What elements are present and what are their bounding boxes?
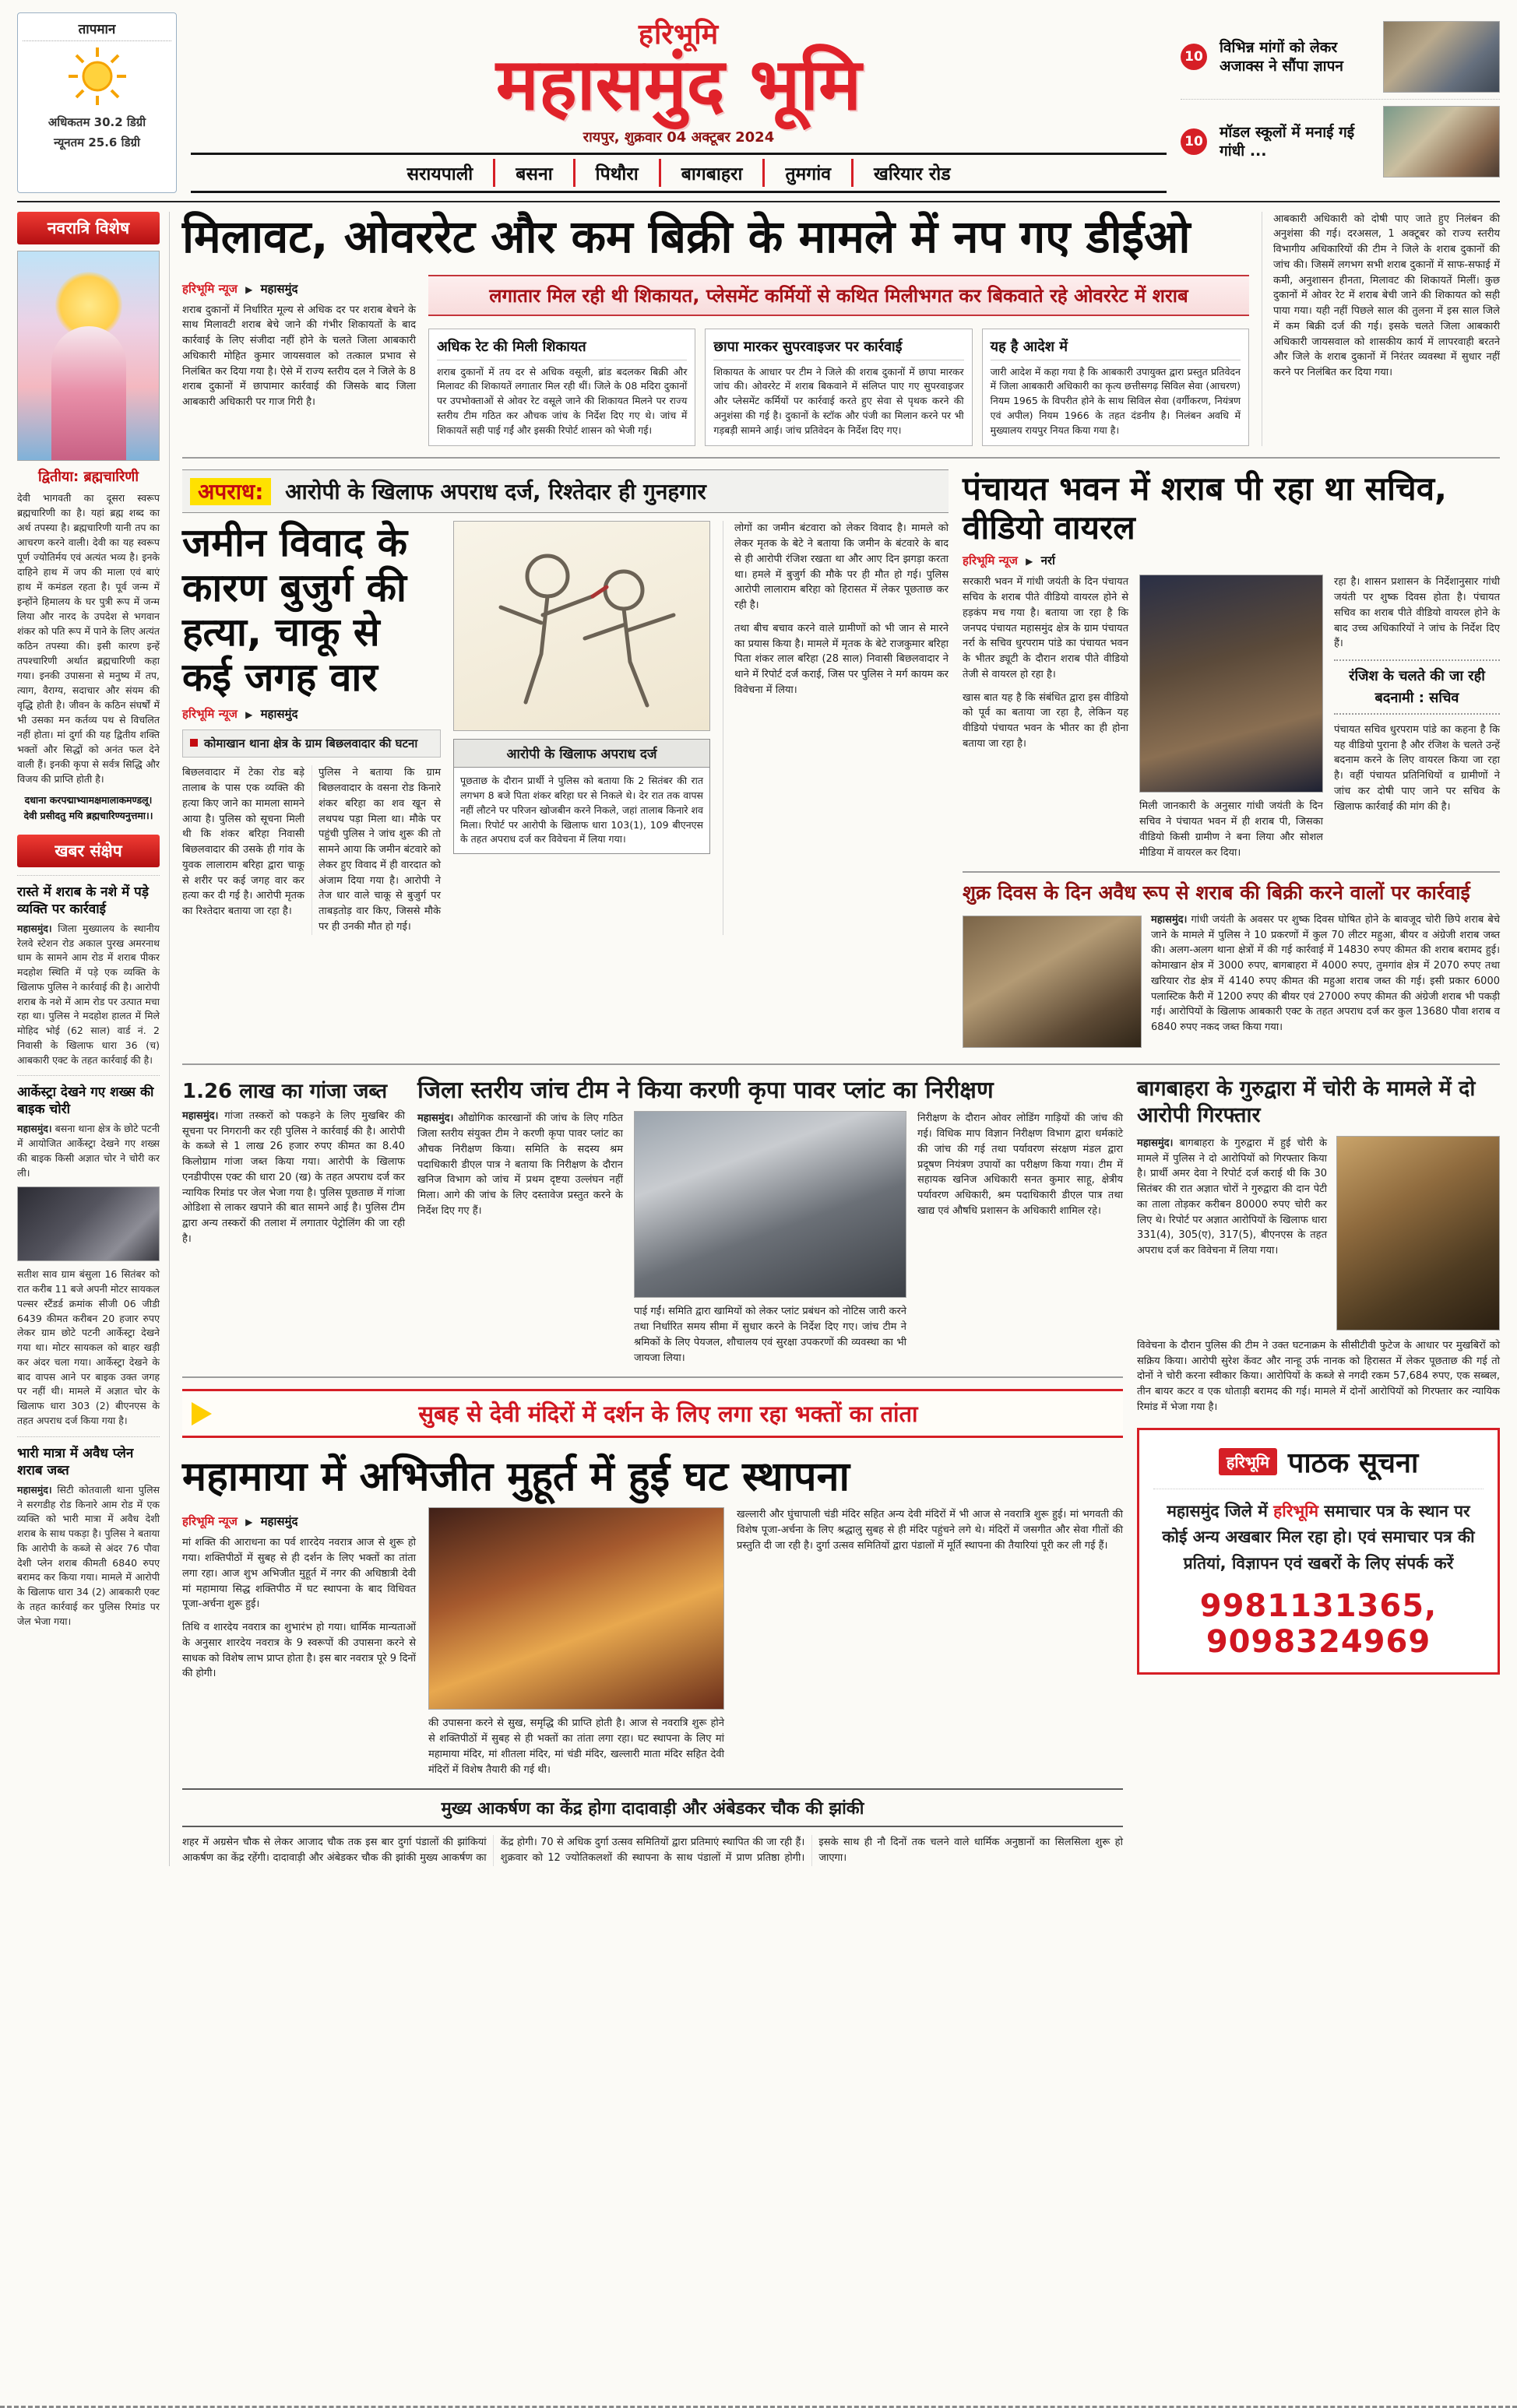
lead-strap: लगातार मिल रही थी शिकायत, प्लेसमेंट कर्मियों से कथित मिलीभगत कर बिकवाते रहे ओवररेट में शराब [428, 275, 1249, 316]
friday-raid-body: गांधी जयंती के अवसर पर शुष्क दिवस घोषित होने के बावजूद चोरी छिपे शराब बेचे जाने के मामले में पुलिस ने 10 प्रकरणों में कुल 70 लीटर महुआ, बीयर व अंग्रेजी शराब जब्त की। अलग-अलग थाना क्षेत्रों में की गई कार्रवाई में 14830 रुपए कीमत की शराब बरामद हुई। कोमाखान क्षेत्र में 3000 रुपए, बागबाहरा में 4000 रुपए, तुमगांव क्षेत्र में 2070 रुपए तथा खरियार रोड क्षेत्र में 4140 रुपए कीमत की महुआ शराब जब्त की गई। इसी प्रकार 6000 पलास्टिक कैरी में 1200 रुपए की बीयर एवं 27000 रुपए कीमत की अंग्रेजी शराब भी पकड़ी गई। आरोपियों के खिलाफ आबकारी एक्ट के तहत अपराध दर्ज कर कुल 13680 पौवा शराब व 6840 रुपए नकद जब्त किया गया। [1151, 913, 1500, 1034]
devotion-banner-text: सुबह से देवी मंदिरों में दर्शन के लिए लगा रहा भक्तों का तांता [418, 1401, 918, 1428]
navratri-body: देवी भागवती का दूसरा स्वरूप ब्रह्मचारिणी का है। यहां ब्रह्म शब्द का अर्थ तपस्या है। ब्रह्मचारिणी यानी तप का आचरण करने वाली। देवी का यह स्वरूप पूर्ण ज्योतिर्मय एवं अत्यंत भव्य है। इनके दाहिने हाथ में जप की माला एवं बाएं हाथ में कमंडल रहता है। पूर्व जन्म में इन्होंने हिमालय के घर पुत्री रूप में जन्म लिया और नारद के उपदेश से भगवान शंकर को पति रूप में पाने के लिए अत्यंत कठिन तपस्या की। इसी कारण इन्हें तपश्चारिणी अर्थात ब्रह्मचारिणी कहा गया। इनकी उपासना से मनुष्य में तप, त्याग, वैराग्य, सदाचार और संयम की वृद्धि होती है। जीवन के कठिन संघर्षों में भी उसका मन कर्तव्य पथ से विचलित नहीं होता। मां दुर्गा की यह द्वितीय शक्ति भक्तों और सिद्धों को अनंत फल देने वाली हैं। इनकी कृपा से सर्वत्र सिद्धि और विजय की प्राप्ति होती है। [17, 491, 160, 785]
gurudwara-story [1137, 1076, 1500, 1415]
power-plant-body-3: पाई गईं। समिति द्वारा खामियों को लेकर प्लांट प्रबंधन को नोटिस जारी करने तथा निर्धारित समय सीमा में सुधार करने के निर्देश दिए गए। जांच टीम ने श्रमिकों के लिए पेयजल, शौचालय एवं सुरक्षा उपकरणों की व्यवस्था का भी जायजा लिया। [634, 1306, 906, 1364]
byline-city: महासमुंद [260, 707, 298, 722]
briefs-section-header: खबर संक्षेप [17, 835, 160, 867]
brief-title: रास्ते में शराब के नशे में पड़े व्यक्ति पर कार्रवाई [17, 884, 149, 917]
crime-highlight-text: कोमाखान थाना क्षेत्र के ग्राम बिछलवादार की घटना [204, 736, 418, 751]
masthead [17, 12, 1500, 193]
panchayat-body-1: सरकारी भवन में गांधी जयंती के दिन पंचायत सचिव के शराब पीते वीडियो वायरल होने से हड़कंप मच गया है। बताया जा रहा है कि जनपद पंचायत महासमुंद क्षेत्र के ग्राम पंचायत नर्रा के सचिव धुरपराम पांडे का पंचायत भवन के भीतर ड्यूटी के दौरान शराब पीते वीडियो तेजी से वायरल हो रहा है। [963, 576, 1128, 680]
byline-arrow-icon: ▶ [1026, 556, 1033, 568]
brief-city: महासमुंद। [17, 1123, 52, 1135]
brief-liquor-seized [17, 1436, 160, 1629]
crime-kicker-label: अपराध: [190, 478, 271, 505]
devotion-banner [182, 1389, 1123, 1438]
friday-raid-headline: शुक्र दिवस के दिन अवैध रूप से शराब की बिक्री करने वालों पर कार्रवाई [963, 881, 1470, 905]
devotion-body-1: मां शक्ति की आराधना का पर्व शारदेय नवरात्र आज से शुरू हो गया। शक्तिपीठों में सुबह से ही दर्शन के लिए भक्तों का तांता लगा रहा। आज शुभ अभिजीत मुहूर्त में नगर की अधिष्ठात्री देवी मां महामाया सिद्ध शक्तिपीठ में घट स्थापना के बाद विधिवत पूजा-अर्चना शुरू हुई। [182, 1537, 416, 1611]
brief-body: सिटी कोतवाली थाना पुलिस ने सरगडीह रोड किनारे आम रोड में एक व्यक्ति को भारी मात्रा में अवैध देशी शराब के साथ पकड़ा है। पुलिस ने बताया कि आरोपी के कब्जे से अंदर 76 पौवा देशी प्लेन शराब कीमती 6840 रुपए बरामद कर किया गया। मामले में आरोपी के खिलाफ धारा 34 (2) आबकारी एक्ट के तहत कार्रवाई कर पुलिस रिमांड पर जेल भेजा गया। [17, 1483, 160, 1627]
paper-title: महासमुंद भूमि [495, 43, 862, 126]
reader-notice-box [1137, 1428, 1500, 1675]
panchayat-story [963, 469, 1500, 860]
panchayat-middle-column [1139, 575, 1323, 860]
brief-city: महासमुंद। [17, 922, 52, 934]
brief-title: आर्केस्ट्रा देखने गए शख्स की बाइक चोरी [17, 1084, 154, 1118]
right-stack [963, 469, 1500, 1053]
sun-icon [23, 46, 171, 110]
box-title: छापा मारकर सुपरवाइजर पर कार्रवाई [713, 337, 963, 360]
nav-city-basna: बसना [495, 159, 575, 187]
haribhoomi-logo: हरिभूमि [1219, 1448, 1277, 1475]
lead-intro-column [182, 275, 416, 447]
devotion-body-3: की उपासना करने से सुख, समृद्धि की प्राप्ति होती है। आज से नवरात्रि शुरू होने से शक्तिपीठों में सुबह से ही भक्तों का तांता लगा रहा। घट स्थापना के लिए मां महामाया मंदिर, मां शीतला मंदिर, मां चंडी मंदिर, खल्लारी माता मंदिर सहित देवी मंदिरों में विशेष तैयारी की गई थी। [428, 1717, 724, 1776]
goddess-figure-shape [51, 326, 126, 461]
main-column [182, 209, 1500, 1866]
arrest-photo [1336, 1136, 1500, 1331]
devotion-col-2 [428, 1507, 724, 1777]
panchayat-right-column [1334, 575, 1500, 860]
power-plant-story [417, 1076, 1123, 1366]
ganja-city: महासमुंद। [182, 1109, 219, 1122]
power-plant-middle [634, 1111, 906, 1366]
devotion-story [182, 1389, 1123, 1866]
panchayat-body-2: खास बात यह है कि संबंधित द्वारा इस वीडियो को पूर्व का बताया जा रहा है, लेकिन यह वीडियो पंचायत भवन के भीतर का ही होना बताया जा रहा है। [963, 691, 1128, 750]
box-order-details [982, 329, 1249, 447]
panchayat-left-column [963, 575, 1128, 860]
navratri-day-title: द्वितीया: ब्रह्मचारिणी [38, 468, 139, 485]
gurudwara-body-1: बागबाहरा के गुरुद्वारा में हुई चोरी के मामले में पुलिस ने दो आरोपियों को गिरफ्तार किया है। प्रार्थी अमर देवा ने रिपोर्ट दर्ज कराई थी कि 30 सितंबर की रात अज्ञात चोरों ने गुरुद्वारा की दान पेटी का ताला तोड़कर करीबन 80000 रुपए चोरी कर लिए थे। रिपोर्ट पर अज्ञात आरोपियों के खिलाफ धारा 331(4), 305(ए), 317(5), बीएनएस के तहत अपराध दर्ज कर विवेचना में लिया गया। [1137, 1137, 1328, 1257]
arrow-icon [192, 1402, 212, 1425]
ghat-sthapana-photo [428, 1507, 724, 1710]
devotion-col-1 [182, 1507, 416, 1777]
crime-body-3: तथा बीच बचाव करने वाले ग्रामीणों को भी जान से मारने का प्रयास किया है। मामले में मृतक के बेटे राजकुमार बरिहा पिता शंकर लाल बरिहा (28 साल) निवासी बिछलवादार ने थाने में रिपोर्ट दर्ज कराई, जिस पर पुलिस ने मर्ग कायम कर विवेचना में लिया। [734, 622, 949, 696]
teaser-photo-school [1383, 106, 1500, 178]
panchayat-secretary-photo [1139, 575, 1323, 793]
byline-arrow-icon: ▶ [245, 283, 253, 295]
teaser-photo-crowd [1383, 21, 1500, 93]
crime-left-column [182, 521, 441, 934]
box-body: शराब दुकानों में तय दर से अधिक वसूली, ब्रांड बदलकर बिक्री और मिलावट की शिकायतें लगातार मिल रही थीं। जिले के 08 मदिरा दुकानों पर उपभोक्ताओं से ओवर रेट वसूले जाने की शिकायत मिलने पर राज्य स्तरीय टीम गठित कर औचक जांच के निर्देश दिए गए थे। जांच में शिकायतें सही पाई गईं और इसकी रिपोर्ट शासन को भेजी गई। [437, 365, 688, 436]
ganja-body: गांजा तस्करों को पकड़ने के लिए मुखबिर की सूचना पर निगरानी कर रही पुलिस ने कार्रवाई की है। आरोपी के कब्जे से 1 लाख 26 हजार रुपए कीमत का 8.40 किलोग्राम गांजा जब्त किया गया। आरोपी के खिलाफ एनडीपीएस एक्ट की धारा 20 (ख) के तहत अपराध दर्ज कर न्यायिक रिमांड पर जेल भेजा गया है। पुलिस पूछताछ में गांजा ओडिशा से लाकर खपाने की बात सामने आई है। पुलिस टीम द्वारा अन्य तस्करों की तलाश में लगातार पेट्रोलिंग की जा रही है। [182, 1109, 405, 1245]
motorcycle-photo [17, 1186, 160, 1261]
teaser-title: मॉडल स्कूलों में मनाई गई गांधी ... [1220, 123, 1355, 160]
crime-highlight-box [182, 729, 441, 758]
edition-nav [191, 153, 1167, 193]
notice-inline-brand: हरिभूमि [1273, 1501, 1319, 1520]
teaser-item-ajaks [1181, 21, 1500, 100]
nav-city-saraipali: सरायपाली [386, 159, 495, 187]
power-plant-body-1: औद्योगिक कारखानों की जांच के लिए गठित जिला स्तरीय संयुक्त टीम ने करणी कृपा पावर प्लांट का औचक निरीक्षण किया। समिति के सदस्य श्रम पदाधिकारी डीएल पात्र ने बताया कि निरीक्षण के दौरान खनिज विभाग को जांच में प्रथम दृष्टया उल्लंघन नहीं मिला। आगे की जांच के लिए दस्तावेज प्रस्तुत करने के निर्देश दिए गए हैं। [417, 1113, 623, 1217]
crime-body-columns [182, 765, 441, 934]
power-plant-body-2: निरीक्षण के दौरान ओवर लोडिंग गाड़ियों की जांच की गई। विधिक माप विज्ञान निरीक्षण विभाग द्वारा धर्मकांटे की जांच की गई तथा पर्यावरण संरक्षण मंडल द्वारा प्रदूषण नियंत्रण उपायों का परीक्षण किया गया। टीम में सहायक खनिज अधिकारी सनत कुमार साहू, क्षेत्रीय पर्यावरण अधिकारी, श्रम पदाधिकारी डीएल पात्र तथा खाद्य एवं औषधि प्रशासन के अधिकारी शामिल रहे। [917, 1113, 1123, 1217]
fir-box-body: पूछताछ के दौरान प्रार्थी ने पुलिस को बताया कि 2 सितंबर की रात लगभग 8 बजे पिता शंकर बरिहा घर से निकले थे। देर रात तक वापस नहीं लौटने पर परिजन खोजबीन करने निकले, जहां तालाब किनारे शव मिला। रिपोर्ट पर आरोपी के खिलाफ धारा 103(1), 109 बीएनएस के तहत अपराध दर्ज कर विवेचना में लिया गया। [460, 775, 703, 845]
box-title: अधिक रेट की मिली शिकायत [437, 337, 687, 360]
nav-city-bagbahra: बागबाहरा [661, 159, 766, 187]
brief-bike-theft [17, 1075, 160, 1428]
lead-right-column [1262, 212, 1500, 447]
fight-illustration [453, 521, 710, 731]
brief-body-2: सतीश साव ग्राम बंसुला 16 सितंबर को रात करीब 11 बजे अपनी मोटर सायकल पल्सर स्टैंडर्ड क्रमांक सीजी 06 जीडी 6439 कीमत करीबन 20 हजार रुपए लेकर ग्राम छोटे पटनी आर्केस्ट्रा देखने गया था। मोटर सायकल को बाहर खड़ी कर अंदर चला गया। आर्केस्ट्रा देखने के बाद वापस आने पर बाइक उक्त जगह पर नहीं थी। मामले में अज्ञात चोर के खिलाफ धारा 303 (2) बीएनएस के तहत अपराध दर्ज किया गया है। [17, 1268, 160, 1426]
panchayat-subhead: रंजिश के चलते की जा रही बदनामी : सचिव [1334, 659, 1500, 715]
ganja-headline: 1.26 लाख का गांजा जब्त [182, 1079, 388, 1103]
crime-right-column [723, 521, 949, 934]
byline-arrow-icon: ▶ [245, 709, 253, 721]
liquor-seizure-photo [963, 916, 1142, 1048]
power-plant-headline: जिला स्तरीय जांच टीम ने किया करणी कृपा पावर प्लांट का निरीक्षण [417, 1076, 994, 1104]
box-supervisor-action [705, 329, 972, 447]
byline [182, 706, 441, 722]
brief-city: महासमुंद। [17, 1483, 52, 1496]
lead-story [182, 209, 1500, 459]
notice-body-pre: महासमुंद जिले में [1167, 1501, 1268, 1520]
bottom-right-stack [1137, 1076, 1500, 1866]
byline-city: नर्रा [1040, 554, 1055, 568]
brief-body: बसना थाना क्षेत्र के छोटे पटनी में आयोजित आर्केस्ट्रा देखने गए शख्स की बाइक किसी अज्ञात चोर ने चोरी कर ली। [17, 1123, 160, 1179]
byline-city: महासमुंद [260, 281, 298, 296]
bottom-left-stack [182, 1076, 1123, 1866]
dateline: रायपुर, शुक्रवार 04 अक्टूबर 2024 [583, 128, 775, 146]
notice-body-post: समाचार पत्र के स्थान पर कोई अन्य अखबार मिल रहा हो। एवं समाचार पत्र की प्रतियां, विज्ञापन एवं खबरों के लिए संपर्क करें [1162, 1501, 1475, 1573]
crime-kicker [182, 469, 949, 513]
contact-phone-numbers: 9981131365, 9098324969 [1199, 1587, 1438, 1660]
lead-intro-text: शराब दुकानों में निर्धारित मूल्य से अधिक दर पर शराब बेचने के साथ मिलावटी शराब बेचे जाने की गंभीर शिकायतों के बाद कार्रवाई के लिए संजीदा नहीं होने के चलते जिला आबकारी अधिकारी मोहित कुमार जायसवाल को तत्काल प्रभाव से निलंबित कर दिया गया है। ऐसे में राज्य स्तरीय दल ने जिले के 8 शराब दुकानों में छापामार कार्रवाई की जिसके बाद जिला आबकारी अधिकारी पर गाज गिरी है। [182, 304, 416, 409]
byline [963, 553, 1500, 568]
crime-story [182, 469, 949, 1053]
byline-city: महासमुंद [260, 1514, 298, 1529]
temperature-min: न्यूनतम 25.6 डिग्री [54, 135, 140, 149]
nav-city-khariar-road: खरियार रोड [874, 163, 951, 185]
teaser-title: विभिन्न मांगों को लेकर अजाक्स ने सौंपा ज्ञापन [1220, 38, 1343, 76]
byline [182, 1513, 416, 1529]
devotion-subhead: मुख्य आकर्षण का केंद्र होगा दादावाड़ी और अंबेडकर चौक की झांकी [182, 1788, 1123, 1827]
lead-headline: मिलावट, ओवररेट और कम बिक्री के मामले में नप गए डीईओ [182, 209, 1191, 263]
byline-brand: हरिभूमि न्यूज [182, 707, 238, 722]
brief-body: जिला मुख्यालय के स्थानीय रेलवे स्टेशन रोड अकाल पुरख अमरनाथ धाम के सामने आम रोड में शराब पीकर मदहोश स्थिति में पड़े एक व्यक्ति के खिलाफ पुलिस ने कार्रवाई की है। आरोपी शराब के नशे में आम रोड पर उत्पात मचा रहा था। पुलिस ने मदहोश हालत में मिले मोहिद भोई (62 साल) वार्ड नं. 2 निवासी के खिलाफ धारा 36 (च) आबकारी एक्ट के तहत कार्रवाई की है। [17, 922, 160, 1066]
logo-block [191, 12, 1167, 193]
friday-raid-story [963, 871, 1500, 1035]
crime-middle-column [453, 521, 710, 934]
power-plant-photo [634, 1111, 906, 1298]
goddess-illustration [17, 251, 160, 461]
gurudwara-body-2: विवेचना के दौरान पुलिस की टीम ने उक्त घटनाक्रम के सीसीटीवी फुटेज के आधार पर मुखबिरों को सक्रिय किया। आरोपी सुरेश केंवट और नान्हू उर्फ नानक को हिरासत में लेकर पूछताछ की गई तो दोनों ने चोरी करना स्वीकार किया। आरोपियों के कब्जे से नगदी रकम 57,684 रुपए, एक सब्बल, तीन बायर कटर व एक धोताड़ी बरामद की गई। मामले में दोनों आरोपियों को गिरफ्तार कर न्यायिक रिमांड में भेजा गया है। [1137, 1339, 1500, 1413]
notice-title: पाठक सूचना [1287, 1447, 1419, 1479]
crime-kicker-text: आरोपी के खिलाफ अपराध दर्ज, रिश्तेदार ही गुनहगार [285, 479, 706, 505]
notice-header [1153, 1443, 1484, 1489]
friday-raid-city: महासमुंद। [1151, 913, 1188, 926]
navratri-mantra: दधाना करपद्माभ्यामक्षमालाकमण्डलू। देवी प्रसीदतु मयि ब्रह्मचारिण्यनुत्तमा।। [23, 793, 153, 821]
devotion-body-5: शहर में अग्रसेन चौक से लेकर आजाद चौक तक इस बार दुर्गा पंडालों की झांकियां आकर्षण का केंद्र रहेंगी। दादावाड़ी और अंबेडकर चौक की झांकी मुख्य आकर्षण का केंद्र होगी। 70 से अधिक दुर्गा उत्सव समितियों द्वारा प्रतिमाएं स्थापित की जा रही हैं। शुक्रवार को 12 ज्योतिकलशों की स्थापना के साथ पंडालों में प्राण प्रतिष्ठा होगी। इसके साथ ही नौ दिनों तक चलने वाले धार्मिक अनुष्ठानों का सिलसिला शुरू हो जाएगा। [182, 1837, 1123, 1865]
navratri-section-header: नवरात्रि विशेष [17, 212, 160, 244]
ganja-story [182, 1076, 405, 1366]
bullet-square-icon [190, 739, 198, 747]
teaser-item-gandhi [1181, 106, 1500, 184]
page-teasers [1181, 12, 1500, 193]
crime-body-1: बिछलवादार में टेका रोड बड़े तालाब के पास एक व्यक्ति की हत्या किए जाने का मामला सामने आया है। पुलिस को सूचना मिली थी कि शंकर बरिहा निवासी बिछलवादार की उसके ही गांव के युवक लालाराम बरिहा द्वारा चाकू से शरीर पर कई जगह वार कर हत्या कर दी गई है। आरोपी मृतक का रिश्तेदार बताया जा रहा है। [182, 767, 304, 918]
temperature-box [17, 12, 177, 193]
box-body: जारी आदेश में कहा गया है कि आबकारी उपायुक्त द्वारा प्रस्तुत प्रतिवेदन में जिला आबकारी अधिकारी का कृत्य छत्तीसगढ़ सिविल सेवा (आचरण) नियम 1965 के विपरीत होने के साथ सिविल सेवा (वर्गीकरण, नियंत्रण एवं अपील) नियम 1966 के तहत दंडनीय है। निलंबन अवधि में मुख्यालय रायपुर नियत किया गया है। [990, 365, 1241, 436]
page-number-badge: 10 [1181, 44, 1207, 70]
crime-headline: जमीन विवाद के कारण बुजुर्ग की हत्या, चाकू से कई जगह वार [182, 520, 407, 700]
byline-brand: हरिभूमि न्यूज [963, 554, 1018, 568]
byline [182, 281, 416, 297]
box-overrate-complaint [428, 329, 695, 447]
crime-body-2: पुलिस ने बताया कि ग्राम बिछलवादार के वसना रोड किनारे शंकर बरिहा का शव खून से लथपथ पड़ा मिला था। मौके पर पहुंची पुलिस ने जांच शुरू की तो सामने आया कि जमीन बंटवारे को लेकर हुए विवाद में ही वारदात को अंजाम दिया गया है। आरोपी ने तेज धार वाले चाकू से बुजुर्ग पर ताबड़तोड़ वार किए, जिससे मौके पर ही उनकी मौत हो गई। [319, 767, 441, 933]
panchayat-under-photo-text: मिली जानकारी के अनुसार गांधी जयंती के दिन सचिव ने पंचायत भवन में ही शराब पी, जिसका वीडियो किसी ग्रामीण ने बना लिया और सोशल मीडिया में वायरल कर दिया। [1139, 800, 1323, 859]
devotion-body-columns [182, 1835, 1123, 1866]
byline-arrow-icon: ▶ [245, 1517, 253, 1528]
brand-logo: हरिभूमि [638, 19, 720, 51]
page-number-badge: 10 [1181, 128, 1207, 155]
nav-city-pithora: पिथौरा [575, 159, 661, 187]
panchayat-right-top: रहा है। शासन प्रशासन के निर्देशानुसार गांधी जयंती पर शुष्क दिवस होता है। पंचायत सचिव का शराब पीते वीडियो वायरल होने के बाद उच्च अधिकारियों ने जांच के निर्देश दिए हैं। [1334, 576, 1500, 650]
masthead-divider [17, 201, 1500, 202]
panchayat-right-bottom: पंचायत सचिव धुरपराम पांडे का कहना है कि यह वीडियो पुराना है और रंजिश के चलते उन्हें बदनाम करने के लिए वायरल किया जा रहा है। वहीं पंचायत प्रतिनिधियों व ग्रामीणों ने जांच कर दोषी पाए जाने पर सचिव के खिलाफ कार्रवाई की मांग की है। [1334, 723, 1500, 813]
box-body: शिकायत के आधार पर टीम ने जिले की शराब दुकानों में छापा मारकर जांच की। ओवररेट में शराब बिकवाने में संलिप्त पाए गए सुपरवाइजर और प्लेसमेंट कर्मियों पर कार्रवाई करते हुए सेवा से पृथक करने की अनुशंसा की गई है। दुकानों के स्टॉक और पंजी का मिलान करने पर भी गड़बड़ी सामने आई। जांच प्रतिवेदन के निर्देश दिए गए। [713, 365, 964, 436]
gurudwara-city: महासमुंद। [1137, 1137, 1174, 1149]
brief-drunk-man [17, 875, 160, 1068]
panchayat-headline: पंचायत भवन में शराब पी रहा था सचिव, वीडियो वायरल [963, 469, 1448, 547]
devotion-headline: महामाया में अभिजीत मुहूर्त में हुई घट स्थापना [182, 1454, 850, 1501]
brief-title: भारी मात्रा में अवैध प्लेन शराब जब्त [17, 1445, 134, 1478]
devotion-body-2: तिथि व शारदेय नवरात्र का शुभारंभ हो गया। धार्मिक मान्यताओं के अनुसार शारदेय नवरात्र के 9 स्वरूपों की उपासना करने से साधक को विशेष लाभ प्राप्त होता है। इस बार नवरात्र पूरे 9 दिनों की होगी। [182, 1622, 416, 1680]
crime-body-4: लोगों का जमीन बंटवारा को लेकर विवाद है। मामले को लेकर मृतक के बेटे ने बताया कि जमीन के बंटवारे के बाद से ही आरोपी रंजिश रखता था और आए दिन झगड़ा करता था। हमले में बुजुर्ग की मौके पर ही मौत हो गई। पुलिस आरोपी लालाराम बरिहा को हिरासत में लेकर पूछताछ कर रही है। [734, 522, 949, 612]
devotion-body-4: खल्लारी और घुंचापाली चंडी मंदिर सहित अन्य देवी मंदिरों में भी आज से नवरात्रि शुरू हुई। मां भगवती की विशेष पूजा-अर्चना के लिए श्रद्धालु सुबह से ही मंदिर पहुंचने लगे थे। मंदिरों में जसगीत और सेवा गीतों की प्रस्तुति दी जा रही है। दुर्गा उत्सव समितियों द्वारा पंडालों में मूर्ति स्थापना की तैयारियां पूरी कर ली गई हैं। [737, 1509, 1123, 1552]
left-sidebar [17, 212, 170, 1866]
byline-brand: हरिभूमि न्यूज [182, 281, 238, 296]
fir-box-title: आरोपी के खिलाफ अपराध दर्ज [454, 740, 709, 768]
fir-box [453, 739, 710, 854]
power-plant-city: महासमुंद। [417, 1113, 454, 1125]
lead-right-text: आबकारी अधिकारी को दोषी पाए जाते हुए निलंबन की अनुशंसा की गई। दरअसल, 1 अक्टूबर को राज्य स्तरीय विभागीय अधिकारियों की टीम ने जिले के शराब दुकानों की जांच की। जिसमें लगभग सभी शराब दुकानों में साफ-सफाई में कमी, अनुशासन हीनता, मिलावट की शिकायतें मिलीं। कुछ दुकानों में ओवर रेट में शराब बेची जाने की शिकायत को सही पाया गया। यही नहीं पिछले साल की तुलना में इस साल जिले में कम बिक्री दर्ज की गई। इसके चलते जिला आबकारी अधिकारी जायसवाल को शासकीय कार्य में लापरवाही बरतने और जिले के शराब दुकानों में निरंतर व्यवस्था में सुधार नहीं करने पर निलंबित कर दिया गया। [1273, 213, 1500, 379]
temperature-max: अधिकतम 30.2 डिग्री [48, 115, 146, 129]
byline-brand: हरिभूमि न्यूज [182, 1514, 238, 1529]
lead-boxes [428, 329, 1249, 447]
nav-city-tumgaon: तुमगांव [765, 159, 854, 187]
temperature-title: तापमान [23, 19, 171, 41]
box-title: यह है आदेश में [991, 337, 1241, 360]
gurudwara-headline: बागबाहरा के गुरुद्वारा में चोरी के मामले में दो आरोपी गिरफ्तार [1137, 1076, 1476, 1128]
